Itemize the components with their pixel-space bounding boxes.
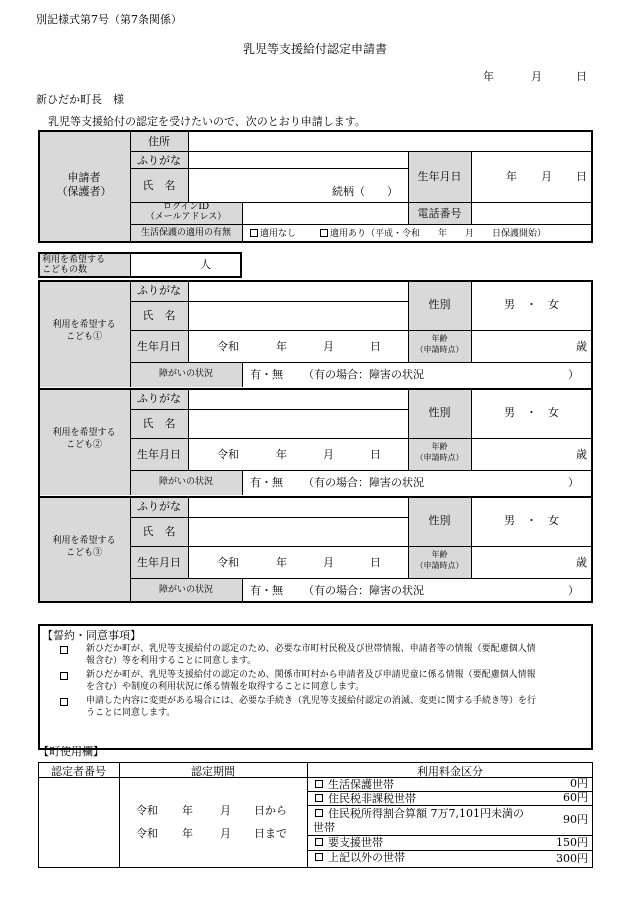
checkbox-icon[interactable] bbox=[315, 780, 323, 788]
intro-text: 乳児等支援給付の認定を受けたいので、次のとおり申請します。 bbox=[48, 115, 366, 128]
child-label-sub: こども① bbox=[65, 332, 102, 342]
child-birth-year: 年 bbox=[276, 340, 287, 353]
child-birth-year: 年 bbox=[276, 556, 287, 569]
child-gender-options[interactable]: 男 ・ 女 bbox=[504, 298, 559, 311]
welfare-yes-option[interactable] bbox=[320, 229, 546, 239]
child-age-label: 年齢 bbox=[431, 334, 448, 343]
consent-title: 【誓約・同意事項】 bbox=[42, 629, 141, 642]
child-birth-day: 日 bbox=[370, 556, 381, 569]
child-age-label-sub: （申請時点） bbox=[415, 345, 464, 354]
child-label: 利用を希望する bbox=[52, 536, 116, 546]
applicant-label: 申請者 bbox=[67, 171, 101, 184]
fee-amount: 300円 bbox=[556, 852, 588, 865]
child-gender-label: 性別 bbox=[428, 298, 451, 311]
child-disability-label: 障がいの状況 bbox=[158, 585, 213, 595]
date-month: 月 bbox=[531, 70, 542, 83]
checkbox-icon[interactable] bbox=[60, 672, 68, 680]
fee-amount: 150円 bbox=[556, 836, 588, 849]
welfare-none-option[interactable] bbox=[250, 229, 296, 239]
fee-label: 住民税非課税世帯 bbox=[328, 792, 416, 805]
welfare-label: 生活保護の適用の有無 bbox=[140, 228, 231, 238]
checkbox-icon[interactable] bbox=[315, 794, 323, 802]
period-to-year: 年 bbox=[182, 827, 193, 840]
birth-year: 年 bbox=[506, 170, 517, 183]
name-label: 氏 名 bbox=[142, 179, 176, 192]
period-from-month: 月 bbox=[220, 804, 231, 817]
form-number: 別記様式第7号（第7条関係） bbox=[36, 13, 182, 26]
child-disability-choice[interactable]: 有・無 bbox=[250, 368, 283, 381]
applicant-label-sub: （保護者） bbox=[56, 185, 112, 198]
child-age-label-sub: （申請時点） bbox=[415, 561, 464, 570]
child-age-unit: 歳 bbox=[576, 556, 587, 569]
date-year: 年 bbox=[483, 70, 494, 83]
address-label: 住所 bbox=[148, 135, 170, 148]
col-period: 認定期間 bbox=[191, 765, 235, 778]
period-from-year: 年 bbox=[182, 804, 193, 817]
consent-line: を含む）や制度の利用状況に係る情報を取得することに同意します。 bbox=[86, 682, 365, 692]
checkbox-icon[interactable] bbox=[315, 838, 323, 846]
children-count-label: 利用を希望する bbox=[42, 255, 106, 265]
login-label: ログインID bbox=[162, 202, 210, 212]
consent-line: うことに同意します。 bbox=[86, 708, 176, 718]
child-age-unit: 歳 bbox=[576, 448, 587, 461]
addressee: 新ひだか町長 様 bbox=[36, 93, 124, 106]
checkbox-icon[interactable] bbox=[250, 229, 258, 237]
child-age-label: 年齢 bbox=[431, 442, 448, 451]
login-label-sub: （メールアドレス） bbox=[145, 212, 227, 222]
welfare-yes-label: 適用あり（平成・令和 年 月 日保護開始） bbox=[330, 229, 547, 239]
child-gender-label: 性別 bbox=[428, 406, 451, 419]
children-count-unit: 人 bbox=[200, 258, 211, 271]
child-disability-detail: （有の場合：障害の状況 bbox=[303, 368, 424, 381]
period-from-day: 日から bbox=[254, 804, 287, 817]
child-name-label: 氏 名 bbox=[142, 309, 176, 322]
child-furigana-label: ふりがな bbox=[137, 392, 181, 405]
child-name-label: 氏 名 bbox=[142, 417, 176, 430]
page-title: 乳児等支援給付認定申請書 bbox=[242, 42, 387, 56]
fee-amount: 90円 bbox=[563, 813, 588, 826]
birth-month: 月 bbox=[541, 170, 552, 183]
period-to-month: 月 bbox=[220, 827, 231, 840]
consent-line: 報含む）等を利用することに同意します。 bbox=[86, 656, 257, 666]
child-birth-day: 日 bbox=[370, 448, 381, 461]
period-to-era: 令和 bbox=[136, 827, 158, 840]
child-disability-close: ） bbox=[568, 368, 579, 381]
office-title: 【町使用欄】 bbox=[38, 745, 104, 758]
furigana-label: ふりがな bbox=[137, 154, 181, 167]
child-age-unit: 歳 bbox=[576, 340, 587, 353]
fee-amount: 60円 bbox=[563, 791, 588, 804]
child-label-sub: こども③ bbox=[65, 548, 102, 558]
consent-line: 申請した内容に変更がある場合には、必要な手続き（乳児等支援給付認定の消滅、変更に関する手続き等）を行 bbox=[86, 696, 537, 706]
child-label: 利用を希望する bbox=[52, 428, 116, 438]
child-disability-close: ） bbox=[568, 476, 579, 489]
checkbox-icon[interactable] bbox=[60, 646, 68, 654]
fee-label: 住民税所得割合算額 7万7,101円未満の bbox=[328, 807, 524, 820]
child-birth-label: 生年月日 bbox=[137, 340, 181, 353]
child-birth-label: 生年月日 bbox=[137, 448, 181, 461]
child-disability-choice[interactable]: 有・無 bbox=[250, 476, 283, 489]
child-birth-month: 月 bbox=[323, 448, 334, 461]
child-disability-choice[interactable]: 有・無 bbox=[250, 584, 283, 597]
child-furigana-label: ふりがな bbox=[137, 500, 181, 513]
child-label: 利用を希望する bbox=[52, 320, 116, 330]
col-cert-no: 認定者番号 bbox=[51, 765, 106, 778]
child-name-label: 氏 名 bbox=[142, 525, 176, 538]
birth-label: 生年月日 bbox=[417, 170, 462, 183]
fee-amount: 0円 bbox=[570, 777, 588, 790]
child-birth-month: 月 bbox=[323, 340, 334, 353]
consent-line: 新ひだか町が、乳児等支援給付の認定のため、関係市町村から申請者及び申請児童に係る情報（要配慮個人情報 bbox=[86, 670, 536, 680]
birth-day: 日 bbox=[576, 170, 587, 183]
checkbox-icon[interactable] bbox=[320, 229, 328, 237]
child-furigana-label: ふりがな bbox=[137, 284, 181, 297]
child-birth-day: 日 bbox=[370, 340, 381, 353]
child-disability-label: 障がいの状況 bbox=[158, 369, 213, 379]
child-birth-label: 生年月日 bbox=[137, 556, 181, 569]
checkbox-icon[interactable] bbox=[60, 698, 68, 706]
consent-line: 新ひだか町が、乳児等支援給付の認定のため、必要な市町村民税及び世帯情報、申請者等の情報（要配慮個人情 bbox=[86, 644, 536, 654]
checkbox-icon[interactable] bbox=[315, 809, 323, 817]
period-to-day: 日まで bbox=[254, 827, 287, 840]
checkbox-icon[interactable] bbox=[315, 853, 323, 861]
welfare-none-label: 適用なし bbox=[260, 229, 297, 239]
child-disability-label: 障がいの状況 bbox=[158, 477, 213, 487]
relation-label: 続柄（ ） bbox=[332, 185, 398, 198]
phone-label: 電話番号 bbox=[417, 207, 462, 220]
child-age-label: 年齢 bbox=[431, 550, 448, 559]
period-from-era: 令和 bbox=[136, 804, 158, 817]
children-outer-border bbox=[38, 280, 593, 603]
fee-label: 要支援世帯 bbox=[328, 836, 383, 849]
child-label-sub: こども② bbox=[65, 440, 102, 450]
child-gender-options[interactable]: 男 ・ 女 bbox=[504, 514, 559, 527]
fee-label: 上記以外の世帯 bbox=[328, 851, 405, 864]
children-count-label-sub: こどもの数 bbox=[42, 265, 88, 275]
child-disability-close: ） bbox=[568, 584, 579, 597]
fee-label-cont: 世帯 bbox=[313, 821, 335, 834]
child-birth-era: 令和 bbox=[217, 340, 239, 353]
child-gender-options[interactable]: 男 ・ 女 bbox=[504, 406, 559, 419]
fee-label: 生活保護世帯 bbox=[328, 778, 394, 791]
col-fee: 利用料金区分 bbox=[417, 765, 483, 778]
child-disability-detail: （有の場合：障害の状況 bbox=[303, 476, 424, 489]
child-age-label-sub: （申請時点） bbox=[415, 453, 464, 462]
child-birth-era: 令和 bbox=[217, 448, 239, 461]
child-birth-era: 令和 bbox=[217, 556, 239, 569]
child-birth-year: 年 bbox=[276, 448, 287, 461]
date-day: 日 bbox=[576, 70, 587, 83]
child-birth-month: 月 bbox=[323, 556, 334, 569]
child-gender-label: 性別 bbox=[428, 514, 451, 527]
child-disability-detail: （有の場合：障害の状況 bbox=[303, 584, 424, 597]
